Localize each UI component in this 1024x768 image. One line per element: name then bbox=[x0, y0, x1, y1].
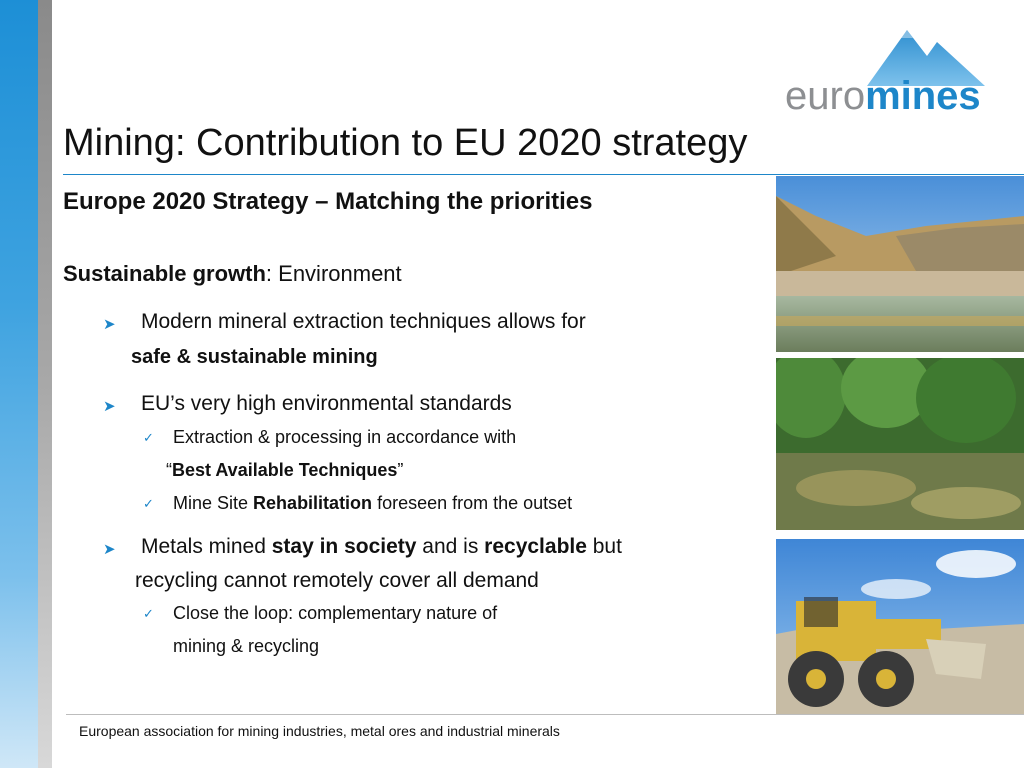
bullet-1-line-2: safe & sustainable mining bbox=[131, 346, 378, 368]
left-gray-bar bbox=[38, 0, 52, 768]
title-divider bbox=[63, 174, 1024, 175]
checkmark-icon: ✓ bbox=[143, 496, 154, 511]
footer-text: European association for mining industries, metal ores and industrial minerals bbox=[79, 723, 560, 739]
logo-euro-text: euro bbox=[785, 74, 866, 118]
section-heading-rest: : Environment bbox=[265, 261, 402, 286]
footer-divider bbox=[66, 714, 1024, 715]
recyclable-bold: recyclable bbox=[484, 535, 587, 558]
arrowhead-icon: ➤ bbox=[103, 398, 116, 415]
forest-pond-photo bbox=[776, 358, 1024, 530]
euromines-logo bbox=[785, 26, 995, 121]
sub-bullet-2-2 bbox=[173, 493, 572, 514]
bullet-3-pre: Metals mined bbox=[141, 535, 272, 558]
rehabilitation-bold: Rehabilitation bbox=[253, 493, 373, 513]
section-heading-bold: Sustainable growth bbox=[63, 261, 266, 286]
slide-title: Mining: Contribution to EU 2020 strategy bbox=[63, 122, 748, 164]
sub-bullet-2-2-pre: Mine Site bbox=[173, 493, 254, 513]
section-heading bbox=[63, 261, 402, 287]
logo-wordmark bbox=[785, 76, 981, 116]
best-available-techniques: Best Available Techniques bbox=[172, 460, 398, 480]
sub-bullet-2-1-line-1: Extraction & processing in accordance with bbox=[173, 427, 517, 447]
quarry-lake-photo bbox=[776, 176, 1024, 352]
bullet-3-line-2: recycling cannot remotely cover all demand bbox=[135, 569, 539, 592]
slide-subtitle: Europe 2020 Strategy – Matching the priorities bbox=[63, 188, 593, 215]
bullet-3-post: but bbox=[586, 535, 622, 558]
close-quote: ” bbox=[397, 460, 404, 480]
loader-truck-photo bbox=[776, 539, 1024, 715]
arrowhead-icon: ➤ bbox=[103, 316, 116, 333]
logo-mines-text: mines bbox=[865, 74, 981, 118]
bullet-3-mid: and is bbox=[416, 535, 485, 558]
sub-bullet-2-1-line-2 bbox=[166, 460, 403, 481]
bullet-2-line-1: EU’s very high environmental standards bbox=[141, 392, 512, 415]
sub-bullet-3-1-line-1: Close the loop: complementary nature of bbox=[173, 603, 498, 623]
bullet-3-line-1 bbox=[141, 535, 622, 559]
open-quote: “ bbox=[166, 460, 172, 480]
sub-bullet-3-1-line-2: mining & recycling bbox=[173, 636, 320, 656]
left-accent-bar bbox=[0, 0, 38, 768]
arrowhead-icon: ➤ bbox=[103, 541, 116, 558]
checkmark-icon: ✓ bbox=[143, 606, 154, 621]
stay-in-society-bold: stay in society bbox=[271, 535, 417, 558]
sub-bullet-2-2-post: foreseen from the outset bbox=[372, 493, 573, 513]
checkmark-icon: ✓ bbox=[143, 430, 154, 445]
bullet-1-line-1: Modern mineral extraction techniques allows for bbox=[141, 310, 586, 333]
